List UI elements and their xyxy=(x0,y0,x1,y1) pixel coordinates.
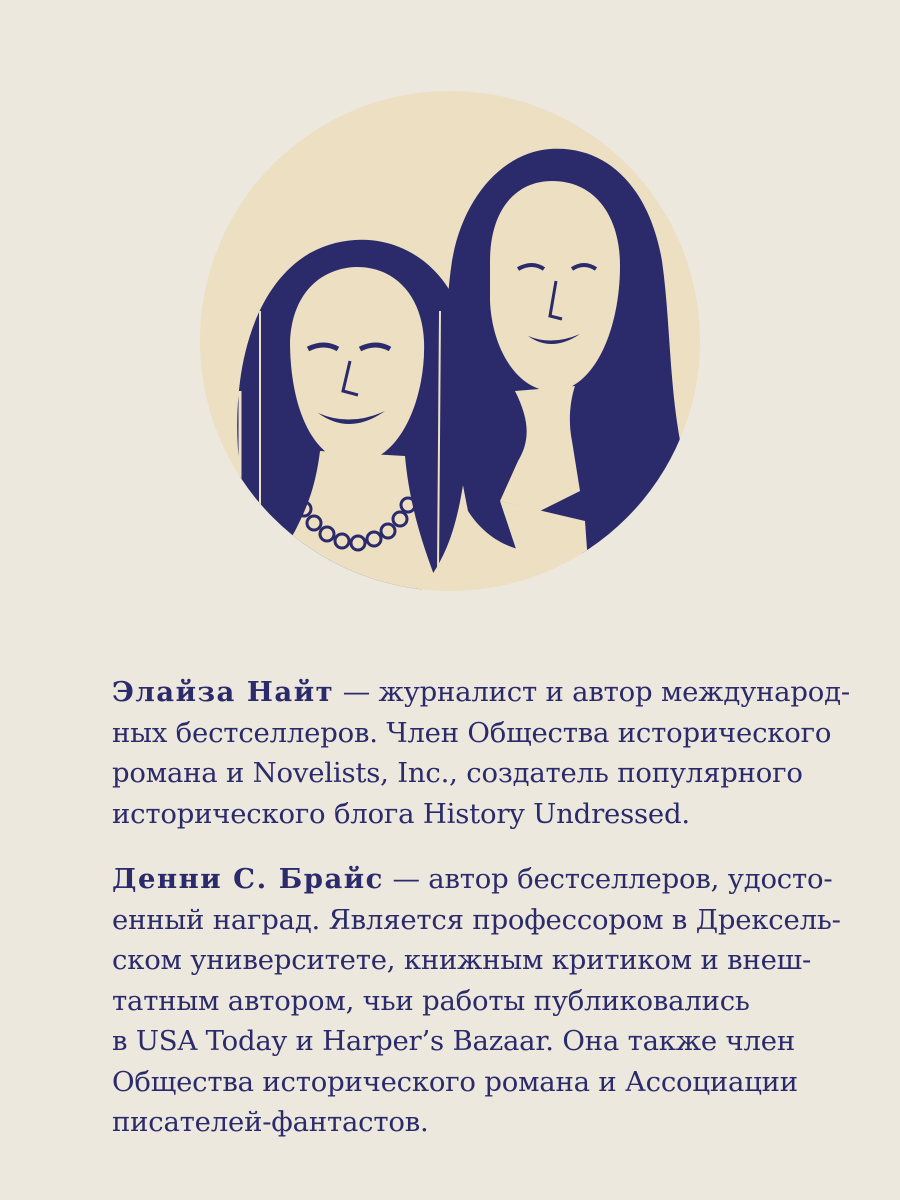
bio1-line-1 xyxy=(112,672,850,713)
bio1-line-3: романа и Novelists, Inc., создатель популярного xyxy=(112,757,803,789)
bio2-line-6: Общества исторического романа и Ассоциации xyxy=(112,1065,798,1098)
bio-elaiza-knight xyxy=(112,672,850,834)
bio2-author-name: Денни С. Брайс xyxy=(112,863,384,895)
author-bios xyxy=(112,672,850,1143)
author-portrait-drawing xyxy=(200,91,700,591)
bio-denny-bryce xyxy=(112,859,841,1143)
bio2-line-1-text: — автор бестселлеров, удосто- xyxy=(383,863,833,895)
bio2-line-2: енный наград. Является профессором в Дрексель- xyxy=(112,903,841,936)
bio2-line-1 xyxy=(112,859,833,900)
bio1-line-2: ных бестселлеров. Член Общества исторического xyxy=(112,716,832,749)
bio1-line-1-text: — журналист и автор международ- xyxy=(334,676,850,708)
bio2-line-3: ском университете, книжным критиком и внеш- xyxy=(112,944,812,976)
author-portrait-illustration xyxy=(200,91,700,591)
bio2-line-5: в USA Today и Harper’s Bazaar. Она также член xyxy=(112,1025,795,1057)
bio2-line-7: писателей-фантастов. xyxy=(112,1106,429,1138)
bio1-line-4: исторического блога History Undressed. xyxy=(112,797,690,830)
bio1-author-name: Элайза Найт xyxy=(112,676,335,708)
bio2-line-4: татным автором, чьи работы публиковались xyxy=(112,984,750,1017)
